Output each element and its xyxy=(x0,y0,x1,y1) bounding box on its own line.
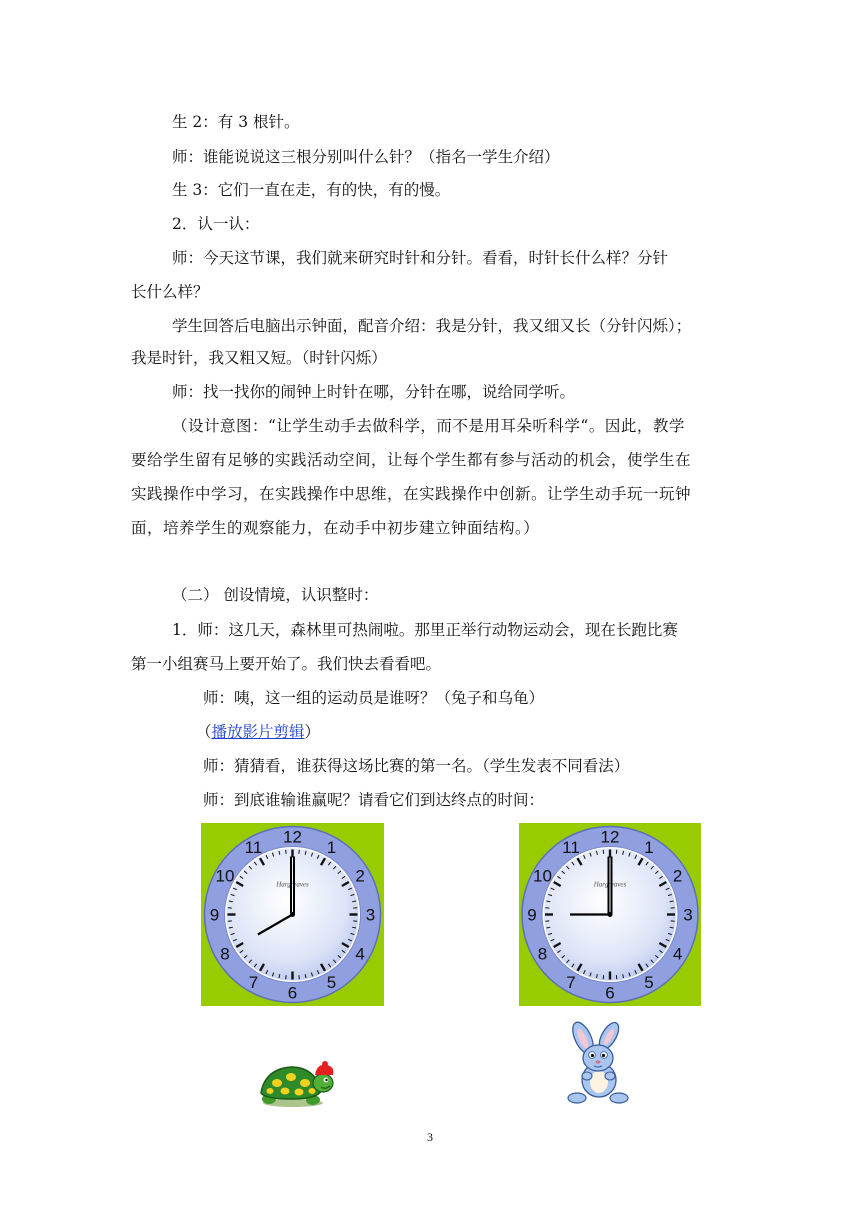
text-line: 学生回答后电脑出示钟面，配音介绍：我是分针，我又细又长（分针闪烁）； xyxy=(172,317,692,335)
clock-number: 1 xyxy=(326,837,337,857)
clock-number: 10 xyxy=(215,866,235,886)
design-note-line: 要给学生留有足够的实践活动空间，让每个学生都有参与活动的机会，使学生在 xyxy=(131,451,692,469)
turtle-icon xyxy=(255,1055,340,1110)
clock-number: 7 xyxy=(248,973,259,993)
clock-number: 11 xyxy=(244,837,263,857)
clock-number: 9 xyxy=(209,905,220,925)
text-line: 师：咦，这一组的运动员是谁呀？（兔子和乌龟） xyxy=(203,689,545,707)
text-line: 生 3：它们一直在走，有的快，有的慢。 xyxy=(172,181,451,199)
design-note-line: 面，培养学生的观察能力，在动手中初步建立钟面结构。） xyxy=(131,519,540,537)
clock-number: 12 xyxy=(283,827,302,847)
clock-number: 12 xyxy=(600,827,620,847)
clock-number: 2 xyxy=(355,866,365,886)
play-video-link[interactable]: 播放影片剪辑 xyxy=(211,723,305,741)
text-line: 师：猜猜看，谁获得这场比赛的第一名。（学生发表不同看法） xyxy=(203,757,630,775)
clock-image-turtle xyxy=(201,823,384,1006)
clock-number: 5 xyxy=(644,973,654,993)
page-number: 3 xyxy=(427,1130,433,1144)
video-link-line: （播放影片剪辑） xyxy=(196,723,321,741)
clock-number: 9 xyxy=(527,905,537,925)
clock-number: 3 xyxy=(683,905,693,925)
clock-number: 10 xyxy=(532,866,552,886)
text-line: 生 2：有 3 根针。 xyxy=(172,113,300,131)
clock-number: 4 xyxy=(355,944,365,964)
clock-number: 1 xyxy=(644,837,654,857)
clock-image-rabbit xyxy=(519,823,701,1006)
clock-number: 7 xyxy=(566,973,576,993)
section-heading: （二） 创设情境，认识整时： xyxy=(172,586,379,604)
rabbit-icon xyxy=(563,1020,633,1105)
text-line: 1．师：这几天，森林里可热闹啦。那里正举行动物运动会，现在长跑比赛 xyxy=(172,621,678,639)
clock-number: 2 xyxy=(672,866,683,886)
clock-number: 6 xyxy=(287,983,298,1003)
text-line: 第一小组赛马上要开始了。我们快去看看吧。 xyxy=(131,655,442,673)
design-note-line: 实践操作中学习，在实践操作中思维，在实践操作中创新。让学生动手玩一玩钟 xyxy=(131,485,692,503)
text-line: 2．认一认： xyxy=(172,215,260,233)
design-note-line: （设计意图：“让学生动手去做科学，而不是用耳朵听科学“。因此，教学 xyxy=(172,417,685,435)
clock-center xyxy=(290,912,295,917)
clock-number: 5 xyxy=(326,973,337,993)
clock-face xyxy=(201,823,384,1006)
clock-center xyxy=(608,912,613,917)
clock-number: 4 xyxy=(672,944,683,964)
clock-face xyxy=(519,823,701,1006)
clock-number: 11 xyxy=(562,837,580,857)
text-line: 师：到底谁输谁赢呢？请看它们到达终点的时间： xyxy=(203,791,545,809)
clock-number: 6 xyxy=(605,983,615,1003)
text-line: 长什么样？ xyxy=(131,283,209,301)
clock-number: 8 xyxy=(537,944,548,964)
clock-brand: Hargreaves xyxy=(593,880,627,889)
clock-brand: Hargreaves xyxy=(276,880,309,889)
clock-number: 8 xyxy=(220,944,230,964)
text-line: 师：谁能说说这三根分别叫什么针？（指名一学生介绍） xyxy=(172,148,560,166)
text-line: 师：找一找你的闹钟上时针在哪，分针在哪，说给同学听。 xyxy=(172,383,576,401)
text-line: 我是时针，我又粗又短。（时针闪烁） xyxy=(131,349,387,367)
text-line: 师：今天这节课，我们就来研究时针和分针。看看，时针长什么样？分针 xyxy=(172,249,669,267)
clock-number: 3 xyxy=(365,905,376,925)
